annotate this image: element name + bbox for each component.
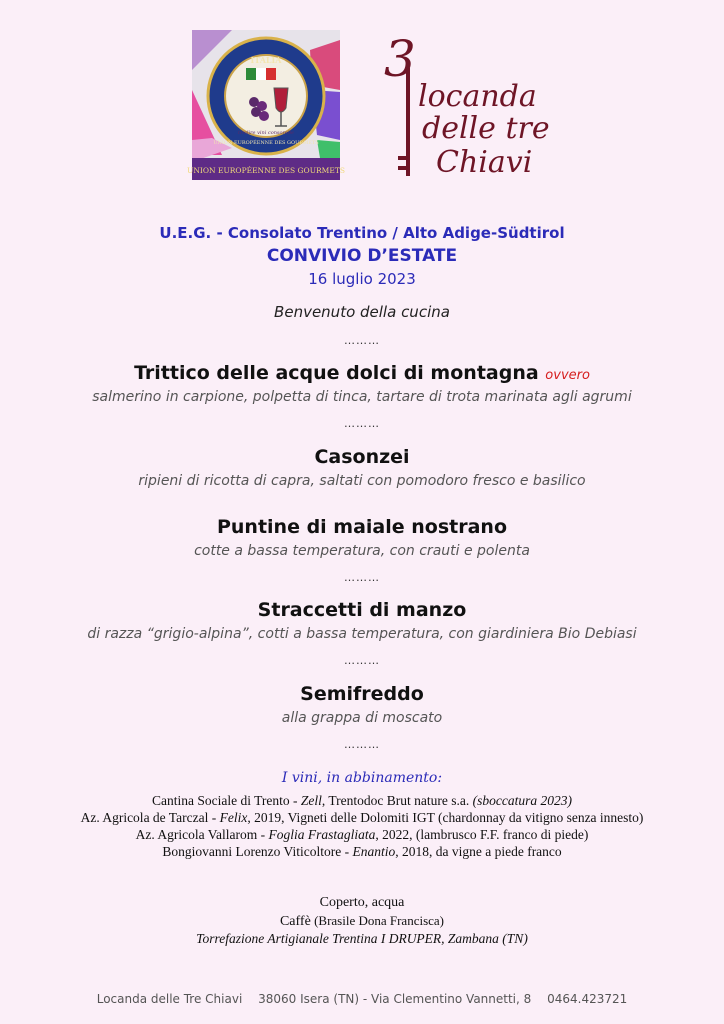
wine-details: , 2018, da vigne a piede franco <box>395 844 562 859</box>
ueg-logo-graphic <box>187 30 345 180</box>
locanda-logo-graphic <box>378 28 550 180</box>
locanda-logo <box>378 28 550 180</box>
org-title: U.E.G. - Consolato Trentino / Alto Adige-Südtirol <box>159 224 565 242</box>
separator: ……… <box>344 417 380 430</box>
wine-details: , 2019, Vigneti delle Dolomiti IGT (chardonnay da vitigno senza innesto) <box>247 810 644 825</box>
dish-name-text: Trittico delle acque dolci di montagna <box>134 362 539 384</box>
wine-producer: Cantina Sociale di Trento - <box>152 793 301 808</box>
wines-title: I vini, in abbinamento: <box>281 770 443 786</box>
dish-name <box>0 362 724 384</box>
ueg-banner-text: UNION EUROPÉENNE DES GOURMETS <box>187 166 345 175</box>
locanda-number-text: 3 <box>384 30 416 88</box>
coperto-text: Coperto, acqua <box>319 895 405 910</box>
wine-note: (sboccatura 2023) <box>472 793 572 808</box>
footer <box>0 992 724 1006</box>
wine-line <box>0 810 724 826</box>
dish-description: di razza “grigio-alpina”, cotti a bassa temperatura, con giardiniera Bio Debiasi <box>87 626 637 642</box>
wine-name: Foglia Frastagliata <box>268 827 376 842</box>
locanda-line1-text: locanda <box>418 79 537 114</box>
menu-intro: Benvenuto della cucina <box>274 303 450 321</box>
dish-description: cotte a bassa temperatura, con crauti e polenta <box>194 543 530 559</box>
ueg-logo <box>187 30 345 180</box>
dish-note: ovvero <box>545 368 590 383</box>
wine-producer: Az. Agricola Vallarom - <box>135 827 269 842</box>
locanda-line2-text: delle tre <box>422 111 550 146</box>
wine-line <box>0 844 724 860</box>
ueg-ring-bottom-text: UNION EUROPÉENNE DES GOURMETS <box>213 140 319 146</box>
wine-details: , Trentodoc Brut nature s.a. <box>321 793 473 808</box>
event-title: CONVIVIO D’ESTATE <box>266 246 458 266</box>
dish-name: Straccetti di manzo <box>257 599 467 621</box>
separator: ……… <box>344 334 380 347</box>
event-date: 16 luglio 2023 <box>308 270 416 288</box>
separator: ……… <box>344 738 380 751</box>
roaster-text: Torrefazione Artigianale Trentina I DRUPER, Zambana (TN) <box>196 931 528 946</box>
wine-details: , 2022, (lambrusco F.F. franco di piede) <box>375 827 589 842</box>
dish-description: ripieni di ricotta di capra, saltati con pomodoro fresco e basilico <box>138 473 586 489</box>
wine-name: Felix <box>219 810 248 825</box>
wine-line <box>0 827 724 843</box>
separator: ……… <box>344 654 380 667</box>
wine-line <box>0 793 724 809</box>
dish-description: alla grappa di moscato <box>281 710 443 726</box>
dish-name: Puntine di maiale nostrano <box>216 516 508 538</box>
ueg-side-text: tirelire vini consorelle <box>237 130 295 136</box>
wine-name: Enantio <box>352 844 396 859</box>
caffe-line <box>0 913 724 930</box>
wine-producer: Az. Agricola de Tarczal - <box>80 810 220 825</box>
footer-name: Locanda delle Tre Chiavi <box>96 992 243 1006</box>
dish-name: Semifreddo <box>300 683 424 705</box>
caffe-detail: (Brasile Dona Francisca) <box>310 913 445 928</box>
footer-phone: 0464.423721 <box>547 992 628 1006</box>
dish-name: Casonzei <box>314 446 410 468</box>
locanda-line3-text: Chiavi <box>436 145 533 180</box>
dish-description: salmerino in carpione, polpetta di tinca, tartare di trota marinata agli agrumi <box>92 389 632 405</box>
wine-name: Zell <box>300 793 322 808</box>
separator: ……… <box>344 571 380 584</box>
wine-producer: Bongiovanni Lorenzo Viticoltore - <box>162 844 353 859</box>
caffe-text: Caffè <box>279 914 311 929</box>
footer-address: 38060 Isera (TN) - Via Clementino Vannetti, 8 <box>258 992 532 1006</box>
ueg-ring-top-text: ITALIA <box>250 55 282 65</box>
